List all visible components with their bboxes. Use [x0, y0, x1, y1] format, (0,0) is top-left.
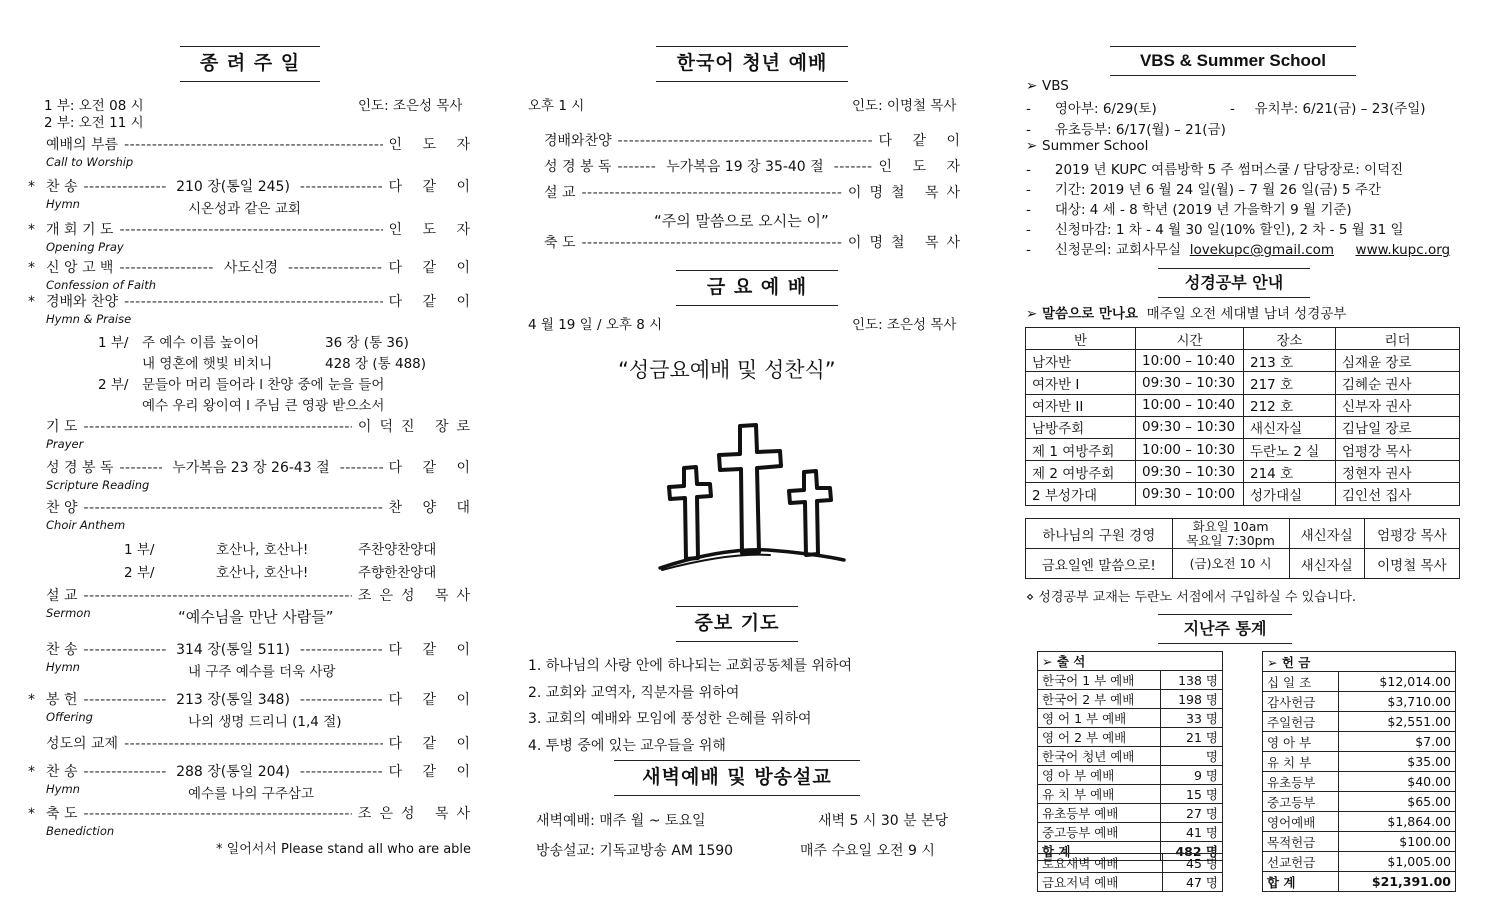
- study-material-note: ⋄ 성경공부 교재는 두란노 서점에서 구입하실 수 있습니다.: [1026, 590, 1357, 605]
- table-cell: 10:00 – 10:30: [1136, 438, 1244, 460]
- order-english-label: Call to Worship: [46, 155, 134, 169]
- order-item: [28, 291, 478, 311]
- leader-dots: [84, 692, 167, 708]
- order-english-label: Hymn: [46, 197, 80, 211]
- table-cell: 성가대실: [1244, 483, 1336, 505]
- youth-worship-title: 한국어 청년 예배: [656, 46, 848, 82]
- order-label: 성 경 봉 독: [544, 159, 612, 175]
- order-label: 찬 송: [46, 179, 78, 195]
- summer-school-item: - 기간: 2019 년 6 월 24 일(월) – 7 월 26 일(금) 5 주간: [1026, 182, 1381, 198]
- friday-leader: 인도: 조은성 목사: [852, 317, 957, 333]
- table-row: [1026, 549, 1460, 579]
- table-row: [1026, 438, 1460, 460]
- table-cell: 화요일 10am 목요일 7:30pm: [1172, 519, 1289, 549]
- leader-dots: [300, 692, 383, 708]
- praise-hymn-number: 36 장 (통 36): [325, 335, 409, 351]
- order-subtitle: 내 구주 예수를 더욱 사랑: [188, 664, 336, 680]
- attendance-extra-table: [1037, 853, 1223, 892]
- order-label: 찬 양: [46, 500, 78, 516]
- order-english-label: Hymn: [46, 782, 80, 796]
- table-cell: 여자반 II: [1026, 394, 1136, 416]
- table-row: [1026, 372, 1460, 394]
- order-label: 개 회 기 도: [46, 222, 114, 238]
- standing-marker: *: [28, 692, 35, 708]
- leader-dots: [288, 260, 382, 276]
- attendance-count: 27 명: [1160, 804, 1222, 823]
- table-cell: 엄평강 목사: [1364, 519, 1459, 549]
- attendance-table: [1037, 651, 1223, 861]
- order-participant: 다 같 이: [388, 692, 478, 708]
- attendance-total-count: 482 명: [1160, 842, 1222, 861]
- summer-school-heading: ➢ Summer School: [1026, 138, 1149, 154]
- attendance-label: 토요새벽 예배: [1038, 854, 1163, 873]
- offering-total-amount: $21,391.00: [1339, 872, 1456, 892]
- leader-dots: [119, 460, 162, 476]
- offering-table: [1262, 651, 1456, 892]
- offering-label: 유 치 부: [1263, 752, 1339, 772]
- friday-theme: “성금요예배 및 성찬식”: [618, 358, 836, 382]
- vbs-item: - 영아부: 6/29(토): [1026, 101, 1157, 117]
- table-row: [1263, 832, 1456, 852]
- standing-marker: *: [28, 294, 35, 310]
- attendance-count: 45 명: [1163, 854, 1223, 873]
- attendance-count: 33 명: [1160, 709, 1222, 728]
- order-participant: 찬 양 대: [388, 500, 478, 516]
- attendance-label: 한국어 1 부 예배: [1038, 671, 1161, 690]
- table-row: [1026, 519, 1460, 549]
- website-link[interactable]: www.kupc.org: [1355, 242, 1451, 258]
- order-item: [28, 497, 478, 517]
- attendance-label: 금요저녁 예배: [1038, 873, 1163, 892]
- standing-marker: *: [28, 222, 35, 238]
- table-cell: 새신자실: [1289, 519, 1364, 549]
- order-label: 신 앙 고 백: [46, 260, 114, 276]
- order-item: [28, 639, 478, 659]
- offering-label: 영 아 부: [1263, 732, 1339, 752]
- order-english-label: Opening Pray: [46, 240, 124, 254]
- order-item: [28, 416, 478, 436]
- leader-dots: [119, 222, 382, 238]
- order-english-label: Prayer: [46, 437, 84, 451]
- order-label: 기 도: [46, 419, 78, 435]
- bible-study-table: [1025, 327, 1460, 506]
- order-subtitle: 시온성과 같은 교회: [188, 201, 301, 217]
- offering-label: 감사헌금: [1263, 692, 1339, 712]
- standing-footnote: * 일어서서 Please stand all who are able: [216, 842, 472, 857]
- youth-order-item: [544, 182, 968, 202]
- special-study-table: [1025, 518, 1460, 579]
- attendance-count: 명: [1160, 747, 1222, 766]
- order-subtitle: 예수를 나의 구주삼고: [188, 786, 314, 802]
- table-row: [1038, 709, 1223, 728]
- order-participant: 다 같 이: [388, 736, 478, 752]
- standing-marker: *: [28, 806, 35, 822]
- table-cell: 신부자 권사: [1336, 394, 1460, 416]
- order-detail: 누가복음 23 장 26-43 절: [172, 460, 330, 476]
- table-cell: 엄평강 목사: [1336, 438, 1460, 460]
- table-cell: 217 호: [1244, 372, 1336, 394]
- order-item: [28, 733, 478, 753]
- offering-amount: $1,864.00: [1339, 812, 1456, 832]
- vbs-item: - 유초등부: 6/17(월) – 21(금): [1026, 122, 1226, 138]
- email-link[interactable]: lovekupc@gmail.com: [1189, 242, 1335, 258]
- praise-hymn-number: 428 장 (통 488): [325, 356, 427, 372]
- leader-dots: [84, 588, 352, 604]
- study-column-header: 장소: [1244, 328, 1336, 350]
- offering-amount: $12,014.00: [1339, 672, 1456, 692]
- attendance-label: 영 아 부 예배: [1038, 766, 1161, 785]
- table-cell: 이명철 목사: [1364, 549, 1459, 579]
- leader-dots: [618, 133, 873, 149]
- order-detail: 213 장(통일 348): [176, 692, 290, 708]
- offering-label: 영어예배: [1263, 812, 1339, 832]
- youth-sermon-title: “주의 말씀으로 오시는 이”: [654, 212, 829, 230]
- leader-dots: [582, 235, 842, 251]
- offering-total-label: 합 계: [1263, 872, 1339, 892]
- table-cell: 10:00 – 10:40: [1136, 350, 1244, 372]
- order-participant: 이명철 목사: [847, 185, 968, 201]
- attendance-count: 21 명: [1160, 728, 1222, 747]
- order-participant: 조은성 목사: [357, 806, 478, 822]
- offering-label: 목적헌금: [1263, 832, 1339, 852]
- table-cell: 남자반: [1026, 350, 1136, 372]
- praise-song: 문들아 머리 들어라 l 찬양 중에 눈을 들어: [142, 377, 385, 393]
- table-row: [1263, 812, 1456, 832]
- table-row: [1038, 823, 1223, 842]
- prayer-item: 4. 투병 중에 있는 교우들을 위해: [528, 737, 726, 754]
- leader-dots: [300, 179, 383, 195]
- leader-dots: [582, 185, 842, 201]
- attendance-header: ➢ 출 석: [1038, 652, 1223, 671]
- order-detail: 314 장(통일 511): [176, 642, 290, 658]
- table-row: [1263, 852, 1456, 872]
- service-time-2: 2 부: 오전 11 시: [44, 115, 144, 131]
- order-english-label: Benediction: [46, 824, 115, 838]
- summer-school-contact: - 신청문의: 교회사무실 lovekupc@gmail.com www.kupc.org: [1026, 242, 1451, 258]
- order-label: 설 교: [46, 588, 78, 604]
- attendance-label: 유 치 부 예배: [1038, 785, 1161, 804]
- attendance-count: 198 명: [1160, 690, 1222, 709]
- table-row: [1026, 394, 1460, 416]
- attendance-label: 유초등부 예배: [1038, 804, 1161, 823]
- order-participant: 다 같 이: [388, 179, 478, 195]
- dawn-worship-title: 새벽예배 및 방송설교: [614, 760, 860, 796]
- order-english-label: Confession of Faith: [46, 278, 157, 292]
- offering-amount: $1,005.00: [1339, 852, 1456, 872]
- attendance-label: 영 어 2 부 예배: [1038, 728, 1161, 747]
- attendance-count: 138 명: [1160, 671, 1222, 690]
- prayer-item: 3. 교회의 예배와 모임에 풍성한 은혜를 위하여: [528, 711, 812, 727]
- order-subtitle: “예수님을 만난 사람들”: [178, 608, 334, 626]
- attendance-count: 9 명: [1160, 766, 1222, 785]
- table-row: [1026, 416, 1460, 438]
- attendance-count: 47 명: [1163, 873, 1223, 892]
- choir-song: 호산나, 호산나!: [216, 542, 309, 558]
- leader-dots: [617, 159, 656, 175]
- order-subtitle: 나의 생명 드리니 (1,4 절): [188, 714, 342, 730]
- table-row: [1038, 671, 1223, 690]
- table-cell: 하나님의 구원 경영: [1026, 519, 1173, 549]
- table-cell: 09:30 – 10:30: [1136, 416, 1244, 438]
- table-cell: 김인선 집사: [1336, 483, 1460, 505]
- order-item: [28, 761, 478, 781]
- offering-amount: $3,710.00: [1339, 692, 1456, 712]
- order-english-label: Hymn & Praise: [46, 312, 132, 326]
- order-label: 축 도: [46, 806, 78, 822]
- table-row: [1263, 692, 1456, 712]
- order-item: [28, 803, 478, 823]
- table-cell: 09:30 – 10:30: [1136, 461, 1244, 483]
- table-cell: 심재윤 장로: [1336, 350, 1460, 372]
- offering-label: 주일헌금: [1263, 712, 1339, 732]
- youth-time: 오후 1 시: [528, 98, 585, 114]
- order-english-label: Offering: [46, 710, 93, 724]
- table-row: [1038, 785, 1223, 804]
- order-detail: 210 장(통일 245): [176, 179, 290, 195]
- table-cell: 금요일엔 말씀으로!: [1026, 549, 1173, 579]
- table-cell: 213 호: [1244, 350, 1336, 372]
- table-row: [1263, 792, 1456, 812]
- table-row: [1026, 461, 1460, 483]
- order-label: 경배와찬양: [544, 133, 612, 149]
- table-row: [1038, 728, 1223, 747]
- order-item: [28, 689, 478, 709]
- order-english-label: Hymn: [46, 660, 80, 674]
- order-detail: 288 장(통일 204): [176, 764, 290, 780]
- table-cell: 김남일 장로: [1336, 416, 1460, 438]
- prayer-item: 2. 교회와 교역자, 직분자를 위하여: [528, 684, 740, 701]
- table-cell: 09:30 – 10:30: [1136, 372, 1244, 394]
- leader-dots: [84, 764, 167, 780]
- leader-dots: [124, 137, 382, 153]
- table-cell: 10:00 – 10:40: [1136, 394, 1244, 416]
- offering-header: ➢ 헌 금: [1263, 652, 1456, 672]
- order-label: 설 교: [544, 185, 576, 201]
- service-time-1: 1 부: 오전 08 시: [44, 98, 144, 114]
- table-row: [1263, 732, 1456, 752]
- order-detail: 사도신경: [223, 260, 279, 276]
- order-label: 봉 헌: [46, 692, 78, 708]
- order-label: 찬 송: [46, 642, 78, 658]
- standing-marker: *: [28, 260, 35, 276]
- broadcast-sermon-time: 매주 수요일 오전 9 시: [800, 843, 935, 859]
- order-item: [28, 585, 478, 605]
- summer-school-item: - 대상: 4 세 - 8 학년 (2019 년 가을학기 9 월 기준): [1026, 202, 1352, 218]
- table-row: [1038, 854, 1223, 873]
- offering-label: 중고등부: [1263, 792, 1339, 812]
- attendance-label: 한국어 2 부 예배: [1038, 690, 1161, 709]
- order-item: [28, 457, 478, 477]
- table-cell: 남방주회: [1026, 416, 1136, 438]
- three-crosses-icon: [656, 420, 846, 572]
- table-cell: 09:30 – 10:00: [1136, 483, 1244, 505]
- order-participant: 인 도 자: [388, 137, 478, 153]
- table-cell: 제 1 여방주회: [1026, 438, 1136, 460]
- praise-song: 주 예수 이름 높이어: [142, 335, 260, 351]
- praise-song: 예수 우리 왕이여 l 주님 큰 영광 받으소서: [142, 398, 385, 414]
- leader-dots: [834, 159, 873, 175]
- table-cell: 2 부성가대: [1026, 483, 1136, 505]
- leader-dots: [84, 806, 352, 822]
- offering-amount: $35.00: [1339, 752, 1456, 772]
- order-item: [28, 134, 478, 154]
- leader-dots: [124, 294, 382, 310]
- order-participant: 다 같 이: [388, 460, 478, 476]
- order-participant: 다 같 이: [388, 642, 478, 658]
- attendance-count: 15 명: [1160, 785, 1222, 804]
- table-row: [1263, 772, 1456, 792]
- leader-dots: [84, 642, 167, 658]
- choir-song: 호산나, 호산나!: [216, 565, 309, 581]
- attendance-count: 41 명: [1160, 823, 1222, 842]
- choir-part: 1 부/: [124, 542, 155, 558]
- table-cell: 새신자실: [1244, 416, 1336, 438]
- attendance-total-label: 합 계: [1038, 842, 1161, 861]
- choir-part: 2 부/: [124, 565, 155, 581]
- order-label: 찬 송: [46, 764, 78, 780]
- order-participant: 다 같 이: [388, 764, 478, 780]
- table-row: [1263, 652, 1456, 672]
- dawn-worship-info: 새벽예배: 매주 월 ~ 토요일: [536, 813, 706, 829]
- youth-order-item: [544, 130, 968, 150]
- leader-dots: [340, 460, 383, 476]
- order-english-label: Sermon: [46, 606, 91, 620]
- friday-worship-title: 금 요 예 배: [676, 270, 838, 306]
- order-label: 축 도: [544, 235, 576, 251]
- table-row: [1038, 873, 1223, 892]
- table-row: [1038, 747, 1223, 766]
- order-item: [28, 176, 478, 196]
- table-cell: 214 호: [1244, 461, 1336, 483]
- table-cell: 212 호: [1244, 394, 1336, 416]
- youth-order-item: [544, 156, 968, 176]
- vbs-heading: ➢ VBS: [1026, 78, 1069, 94]
- vbs-item: - 유치부: 6/21(금) – 23(주일): [1230, 101, 1426, 117]
- table-row: [1038, 690, 1223, 709]
- summer-school-item: - 신청마감: 1 차 - 4 월 30 일(10% 할인), 2 차 - 5 월 31 일: [1026, 222, 1404, 238]
- leader-dots: [84, 500, 383, 516]
- order-label: 성 경 봉 독: [46, 460, 114, 476]
- offering-label: 선교헌금: [1263, 852, 1339, 872]
- table-cell: 여자반 I: [1026, 372, 1136, 394]
- attendance-label: 중고등부 예배: [1038, 823, 1161, 842]
- attendance-label: 영 어 1 부 예배: [1038, 709, 1161, 728]
- table-row: [1263, 672, 1456, 692]
- table-cell: 김혜순 권사: [1336, 372, 1460, 394]
- praise-song: 내 영혼에 햇빛 비치니: [142, 356, 273, 372]
- order-item: [28, 219, 478, 239]
- table-cell: 새신자실: [1289, 549, 1364, 579]
- youth-order-item: [544, 232, 968, 252]
- intercessory-prayer-title: 중보 기도: [676, 606, 798, 642]
- table-row: [1038, 652, 1223, 671]
- study-column-header: 시간: [1136, 328, 1244, 350]
- study-column-header: 반: [1026, 328, 1136, 350]
- attendance-label: 한국어 청년 예배: [1038, 747, 1161, 766]
- order-english-label: Choir Anthem: [46, 518, 126, 532]
- order-item: [28, 257, 478, 277]
- order-participant: 인 도 자: [878, 159, 968, 175]
- offering-label: 유초등부: [1263, 772, 1339, 792]
- order-participant: 이명철 목사: [847, 235, 968, 251]
- offering-label: 십 일 조: [1263, 672, 1339, 692]
- youth-leader: 인도: 이명철 목사: [852, 98, 957, 114]
- leader-dots: [300, 764, 383, 780]
- choir-name: 주향한찬양대: [358, 565, 437, 581]
- praise-part: 2 부/: [98, 377, 129, 393]
- order-participant: 다 같 이: [878, 133, 968, 149]
- table-row: [1263, 752, 1456, 772]
- leader-dots: [84, 179, 167, 195]
- offering-amount: $65.00: [1339, 792, 1456, 812]
- choir-name: 주찬양찬양대: [358, 542, 437, 558]
- leader-dots: [300, 642, 383, 658]
- leader-dots: [119, 260, 213, 276]
- worship-title: 종 려 주 일: [180, 46, 320, 82]
- table-row: [1263, 872, 1456, 892]
- dawn-worship-time: 새벽 5 시 30 분 본당: [818, 813, 949, 829]
- leader-dots: [84, 419, 352, 435]
- summer-school-item: - 2019 년 KUPC 여름방학 5 주 썸머스쿨 / 담당장로: 이덕진: [1026, 162, 1404, 178]
- order-participant: 다 같 이: [388, 294, 478, 310]
- friday-date: 4 월 19 일 / 오후 8 시: [528, 317, 663, 333]
- offering-amount: $2,551.00: [1339, 712, 1456, 732]
- order-participant: 이덕진 장로: [357, 419, 478, 435]
- table-row: [1263, 712, 1456, 732]
- table-row: [1038, 766, 1223, 785]
- order-label: 경배와 찬양: [46, 294, 119, 310]
- table-cell: 제 2 여방주회: [1026, 461, 1136, 483]
- order-label: 성도의 교제: [46, 736, 119, 752]
- last-week-stats-title: 지난주 통계: [1158, 614, 1292, 644]
- order-participant: 조은성 목사: [357, 588, 478, 604]
- standing-marker: *: [28, 764, 35, 780]
- table-row: [1038, 804, 1223, 823]
- praise-part: 1 부/: [98, 335, 129, 351]
- bible-study-title: 성경공부 안내: [1158, 268, 1310, 298]
- table-cell: 두란노 2 실: [1244, 438, 1336, 460]
- leader-dots: [124, 736, 382, 752]
- broadcast-sermon-info: 방송설교: 기독교방송 AM 1590: [536, 843, 734, 859]
- offering-amount: $7.00: [1339, 732, 1456, 752]
- bible-study-intro: ➢ 말씀으로 만나요 매주일 오전 세대별 남녀 성경공부: [1026, 306, 1347, 322]
- prayer-item: 1. 하나님의 사랑 안에 하나되는 교회공동체를 위하여: [528, 658, 853, 674]
- offering-amount: $40.00: [1339, 772, 1456, 792]
- table-row: [1026, 483, 1460, 505]
- order-label: 예배의 부름: [46, 137, 119, 153]
- standing-marker: *: [28, 179, 35, 195]
- worship-leader: 인도: 조은성 목사: [358, 98, 463, 114]
- offering-amount: $100.00: [1339, 832, 1456, 852]
- table-row: [1026, 350, 1460, 372]
- study-column-header: 리더: [1336, 328, 1460, 350]
- order-participant: 인 도 자: [388, 222, 478, 238]
- table-cell: 정현자 권사: [1336, 461, 1460, 483]
- order-english-label: Scripture Reading: [46, 478, 150, 492]
- order-participant: 다 같 이: [388, 260, 478, 276]
- vbs-title: VBS & Summer School: [1110, 46, 1356, 76]
- order-detail: 누가복음 19 장 35-40 절: [666, 159, 824, 175]
- table-cell: (금)오전 10 시: [1172, 549, 1289, 579]
